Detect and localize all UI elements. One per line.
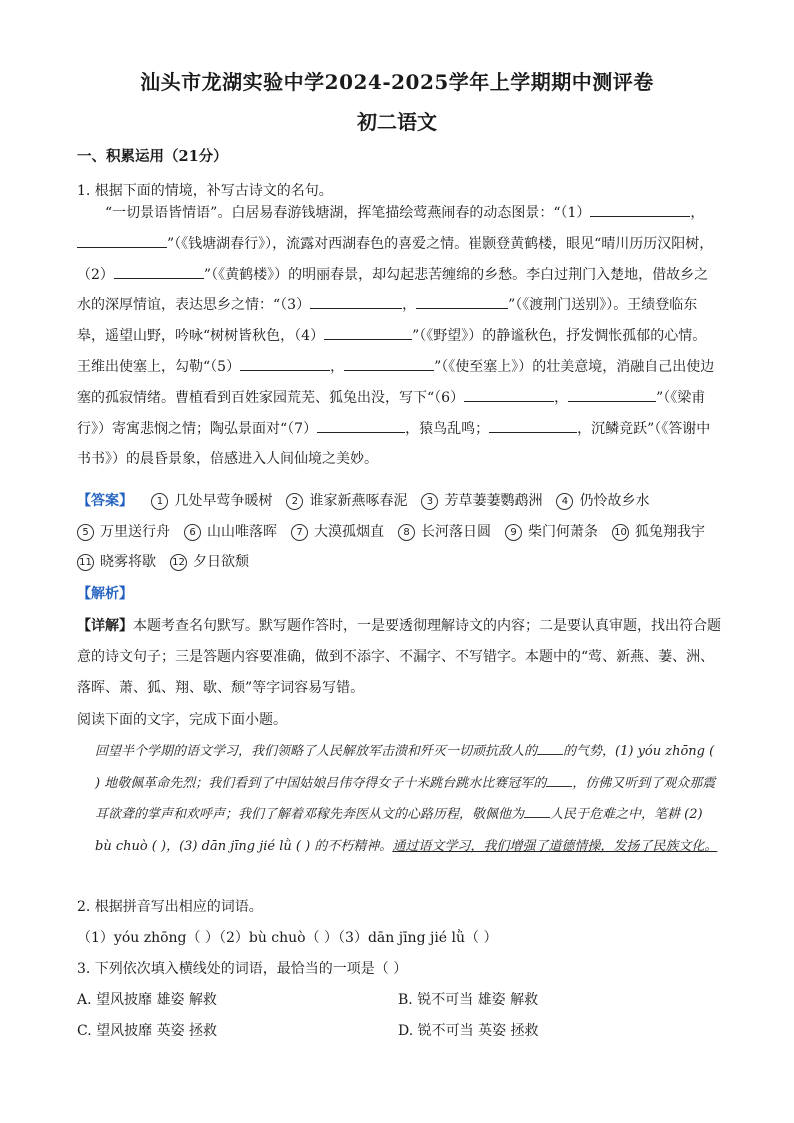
answer-item xyxy=(77,517,170,548)
question-2-pinyin-line: （1）yóu zhōng（ ）（2）bù chuò（ ）（3）dān jīng jié lǜ（ ） xyxy=(77,930,498,946)
question-1-stem: 1. 根据下面的情境，补写古诗文的名句。 xyxy=(77,183,333,199)
question-3-stem: 3. 下列依次填入横线处的词语，最恰当的一项是（ ） xyxy=(77,961,408,977)
answer-tag: 【答案】 xyxy=(77,493,133,509)
answer-number: 11 xyxy=(77,554,94,571)
option-a[interactable]: A. 望风披靡 雄姿 解救 xyxy=(77,992,217,1008)
answer-text: 长河落日圆 xyxy=(421,523,491,540)
option-b[interactable]: B. 锐不可当 雄姿 解救 xyxy=(398,992,539,1008)
answer-block xyxy=(77,486,727,578)
answer-number: 8 xyxy=(398,524,415,541)
option-c[interactable]: C. 望风披靡 英姿 拯救 xyxy=(77,1023,218,1039)
answer-number: 1 xyxy=(151,493,168,510)
answer-number: 3 xyxy=(421,493,438,510)
reading-instruction: 阅读下面的文字，完成下面小题。 xyxy=(77,712,287,728)
answer-number: 2 xyxy=(286,493,303,510)
answer-text: 仍怜故乡水 xyxy=(579,493,650,509)
answer-number: 7 xyxy=(291,524,308,541)
answer-number: 5 xyxy=(77,524,94,541)
fill-blank[interactable] xyxy=(489,418,577,433)
answer-item xyxy=(556,486,649,517)
answer-text: 狐兔翔我宇 xyxy=(635,523,705,540)
fill-blank[interactable] xyxy=(416,294,508,309)
answer-text: 几处早莺争暖树 xyxy=(174,493,273,509)
question-1-passage: “一切景语皆情语”。白居易春游钱塘湖，挥笔描绘莺燕闹春的动态图景：“（1） ，”（《钱塘湖春行》），流露对西湖春色的喜爱之情。崔颢登黄鹤楼，眼见“晴川历历汉阳树，（2） ”（《黄鹤楼》）的明丽春景，却勾起悲苦缠绵的乡愁。李白过荆门入楚地，借故乡之水的深厚情谊，表达思乡之情：“（3） ， ”（《渡荆门送别》）。王绩登临东皋，遥望山野，吟咏“树树皆秋色，（4） ”（《野望》）的静谧秋色，抒发惆怅孤郁的心情。王维出使塞上，勾勒“（5） ， ”（《使至塞上》）的壮美意境，消融自己出使边塞的孤寂情绪。曹植看到百姓家园荒芜、狐兔出没，写下“（6） ， ”（《梁甫行》）寄寓悲悯之情；陶弘景面对“（7） ，猿鸟乱鸣； ，沉鳞竞跃”（《答谢中书书》）的晨昏景象，倍感进入人间仙境之美妙。 xyxy=(77,198,717,475)
fill-blank[interactable] xyxy=(568,387,656,402)
exam-subtitle: 初二语文 xyxy=(357,110,437,134)
passage-blank xyxy=(546,774,572,787)
answer-text: 谁家新燕啄春泥 xyxy=(309,493,408,509)
fill-blank[interactable] xyxy=(324,325,412,340)
answer-number: 6 xyxy=(184,524,201,541)
answer-number: 10 xyxy=(612,524,629,541)
answer-item xyxy=(286,486,407,517)
answer-text: 大漠孤烟直 xyxy=(314,523,384,540)
fill-blank[interactable] xyxy=(77,233,167,248)
answer-number: 9 xyxy=(505,524,522,541)
option-d[interactable]: D. 锐不可当 英姿 拯救 xyxy=(398,1023,539,1039)
detail-text: 本题考查名句默写。默写题作答时，一是要透彻理解诗文的内容；二是要认真审题，找出符合题意的诗文句子；三是答题内容要准确，做到不添字、不漏字、不写错字。本题中的“莺、新燕、萋、洲、落晖、萧、狐、翔、歇、颓”等字词容易写错。 xyxy=(77,618,721,696)
answer-number: 4 xyxy=(556,493,573,510)
answer-item xyxy=(505,517,598,548)
answer-item xyxy=(398,517,491,548)
fill-blank[interactable] xyxy=(240,356,330,371)
answer-text: 晓雾将歇 xyxy=(100,554,156,571)
answer-item xyxy=(421,486,542,517)
fill-blank[interactable] xyxy=(317,418,405,433)
question-2-stem: 2. 根据拼音写出相应的词语。 xyxy=(77,899,263,915)
detail-block xyxy=(77,611,722,704)
fill-blank[interactable] xyxy=(590,202,690,217)
answer-text: 芳草萋萋鹦鹉洲 xyxy=(444,493,543,509)
answer-text: 柴门何萧条 xyxy=(528,523,598,540)
fill-blank[interactable] xyxy=(464,387,554,402)
answer-text: 夕日欲颓 xyxy=(193,554,249,571)
analysis-tag: 【解析】 xyxy=(77,586,133,602)
answer-item xyxy=(612,517,705,548)
answer-item xyxy=(170,547,249,578)
answer-item xyxy=(184,517,277,548)
fill-blank[interactable] xyxy=(344,356,434,371)
detail-tag: 【详解】 xyxy=(77,618,133,634)
passage-blank xyxy=(537,742,563,755)
answer-item xyxy=(291,517,384,548)
reading-passage: 回望半个学期的语文学习，我们领略了人民解放军击溃和歼灭一切顽抗敌人的 的气势，(1) yóu zhōng ( ) 地敬佩革命先烈；我们看到了中国姑娘吕伟夺得女子十米跳台跳水比赛冠军的 ，仿佛又听到了观众那震耳欲聋的掌声和欢呼声；我们了解着邓稼先奔医从文的心路历程，敬佩他为 人民于危难之中，笔耕 (2) bù chuò ( )，(3) dān jīng jié lǜ ( ) 的不朽精神。通过语文学习，我们增强了道德情操，发扬了民族文化。 xyxy=(95,744,718,854)
fill-blank[interactable] xyxy=(310,294,402,309)
passage-blank xyxy=(524,805,550,818)
answer-number: 12 xyxy=(170,554,187,571)
exam-title: 汕头市龙湖实验中学2024-2025学年上学期期中测评卷 xyxy=(140,70,654,94)
answer-text: 山山唯落晖 xyxy=(207,523,277,540)
fill-blank[interactable] xyxy=(114,264,204,279)
answer-item xyxy=(151,486,272,517)
underlined-sentence: 通过语文学习，我们增强了道德情操，发扬了民族文化。 xyxy=(392,838,718,854)
answer-text: 万里送行舟 xyxy=(100,523,170,540)
answer-item xyxy=(77,547,156,578)
section-heading: 一、积累运用（21分） xyxy=(77,148,228,165)
